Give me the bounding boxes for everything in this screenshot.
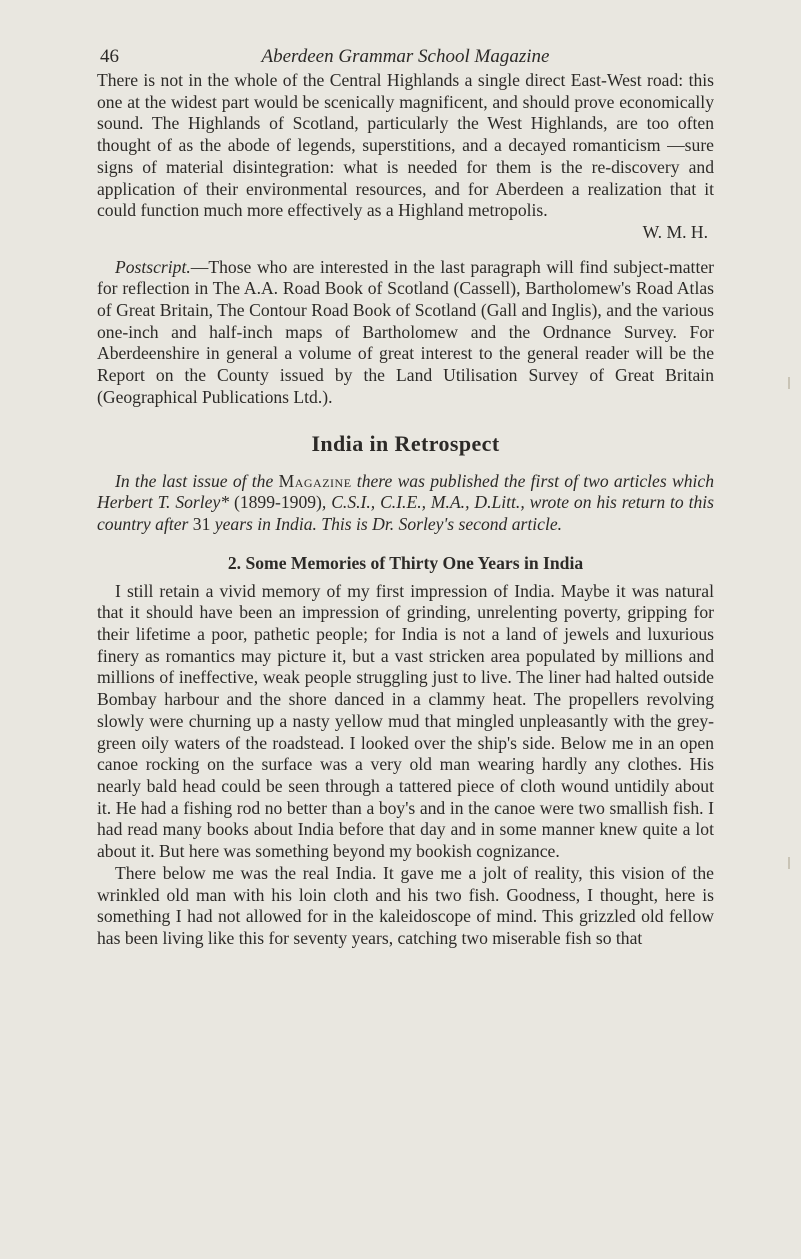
- magazine-page: [97, 40, 714, 950]
- page-number: 46: [100, 46, 119, 67]
- intro-text-3: , C.S.I., C.I.E., M.A., D.Litt., wrote on his return to this country after: [97, 492, 714, 534]
- section-heading: 2. Some Memories of Thirty One Years in India: [227, 552, 584, 573]
- author-initials: W. M. H.: [642, 221, 708, 242]
- paper-mark: [788, 857, 790, 869]
- postscript-label: Postscript.: [115, 256, 191, 277]
- running-header: [97, 40, 714, 70]
- body-paragraph-2: There below me was the real India. It gave me a jolt of reality, this vision of the wrinkled old man with his loin cloth and his two fish. Goodness, I thought, here is something I had not allowed for in the kaleidoscope of mind. This grizzled old fellow has been living like this for seventy years, catching two miserable fish so that: [97, 862, 714, 948]
- postscript-text: —Those who are interested in the last paragraph will find subject-matter for reflection in The A.A. Road Book of Scotland (Cassell), Bartholomew's Road Atlas of Great Britain, The Contour Road Book of Scotland (Gall and Inglis), and the various one-inch and half-inch maps of Bartholomew and the Ordnance Survey. For Aberdeenshire in general a volume of great interest to the general reader will be the Report on the County issued by the Land Utilisation Survey of Great Britain (Geographical Publications Ltd.).: [97, 256, 714, 407]
- opening-paragraph: There is not in the whole of the Central Highlands a single direct East-West road: this one at the widest part would be scenically magnificent, and should prove economically sound. The Highlands of Scotland, particularly the West Highlands, are too often thought of as the abode of legends, superstitions, and a decayed romanticism —sure signs of material disintegration: what is needed for them is the re-discovery and application of their environmental resources, and for Aberdeen a realization that it could function much more effectively as a Highland metropolis.: [97, 70, 714, 221]
- paper-mark: [788, 377, 790, 389]
- intro-magazine: Magazine: [278, 470, 352, 491]
- magazine-title: Aberdeen Grammar School Magazine: [261, 46, 550, 67]
- article-intro: [97, 471, 714, 536]
- body-paragraph-1: I still retain a vivid memory of my first impression of India. Maybe it was natural that it should have been an impression of grinding, unrelenting poverty, gripping for their lifetime a poor, pathetic people; for India is not a land of jewels and luxurious finery as romantics may picture it, but a vast stricken area populated by millions and millions of ineffective, weak people struggling just to live. The liner had halted outside Bombay harbour and the shore danced in a clammy heat. The propellers revolving slowly were churning up a nasty yellow mud that mingled unpleasantly with the grey-green oily waters of the roadstead. I looked over the ship's side. Below me in an open canoe rocking on the surface was a very old man wearing hardly any clothes. His nearly bald head could be seen through a tattered piece of cloth wound untidily about it. He had a fishing rod no better than a boy's and in the canoe were two smallish fish. I had read many books about India before that day and in some manner knew quite a lot about it. But here was something beyond my bookish cognizance.: [97, 580, 714, 862]
- intro-text-2: there was published the first of two articles which Herbert T. Sorley*: [97, 470, 715, 513]
- intro-years: (1899-1909): [233, 492, 322, 513]
- intro-text-1: In the last issue of the: [115, 470, 279, 491]
- intro-number: 31: [192, 513, 211, 534]
- intro-text-4: years in India. This is Dr. Sorley's second article.: [210, 513, 563, 534]
- article-title: India in Retrospect: [311, 430, 500, 456]
- postscript-paragraph: [97, 257, 714, 409]
